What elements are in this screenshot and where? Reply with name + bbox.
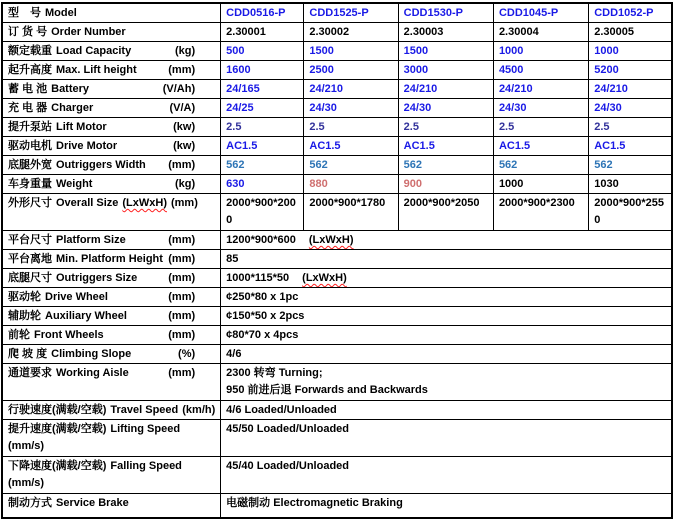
label-zh: 额定载重 [8, 45, 52, 57]
label-zh: 驱动轮 [8, 291, 41, 303]
row-label-line [8, 5, 216, 22]
label-en: Order Number [51, 26, 126, 38]
value-overall-size-4: 2000*900*2300 [493, 194, 588, 231]
row-unit: (mm) [168, 253, 196, 265]
row-unit: (kw) [173, 140, 196, 152]
label-en: Auxiliary Wheel [45, 310, 127, 322]
table-row-climbing-slope [2, 345, 672, 364]
label-en: Front Wheels [34, 329, 104, 341]
value-weight-3: 900 [398, 175, 493, 194]
label-zh: 车身重量 [8, 178, 52, 190]
row-label-lift-motor [2, 118, 221, 137]
label-zh: 爬 坡 度 [8, 348, 48, 360]
row-unit: (mm) [168, 234, 196, 246]
value-part: 45/40 Loaded/Unloaded [226, 460, 350, 472]
table-row-load-capacity [2, 42, 672, 61]
label-zh: 外形尺寸 [8, 197, 52, 209]
value-battery-5: 24/210 [589, 80, 672, 99]
row-unit: (mm/s) [8, 440, 45, 452]
value-order-number-3: 2.30003 [398, 23, 493, 42]
row-label-drive-wheel [2, 288, 221, 307]
row-label-outriggers-size [2, 269, 221, 288]
row-label-working-aisle [2, 364, 221, 401]
row-unit: (mm) [168, 329, 196, 341]
value-part: (LxWxH) [302, 272, 347, 284]
value-order-number-1: 2.30001 [221, 23, 304, 42]
value-part: ¢250*80 x 1pc [226, 291, 299, 303]
label-zh: 底腿尺寸 [8, 272, 52, 284]
value-part: 1000*115*50 [226, 272, 290, 284]
table-row-overall-size [2, 194, 672, 231]
label-lxwxh: (LxWxH) [122, 197, 167, 209]
value-load-capacity-3: 1500 [398, 42, 493, 61]
label-en: Min. Platform Height [56, 253, 163, 265]
row-label-load-capacity [2, 42, 221, 61]
table-row-charger [2, 99, 672, 118]
label-en: Lift Motor [56, 121, 107, 133]
value-drive-motor-2: AC1.5 [304, 137, 398, 156]
row-label-line [8, 119, 216, 136]
label-en: Overall Size [56, 197, 119, 209]
row-label-min-platform-height [2, 250, 221, 269]
label-zh: 下降速度(满载/空载) [8, 460, 107, 472]
value-charger-2: 24/30 [304, 99, 398, 118]
table-row-drive-wheel [2, 288, 672, 307]
table-row-outriggers-width [2, 156, 672, 175]
value-weight-2: 880 [304, 175, 398, 194]
label-zh: 前轮 [8, 329, 30, 341]
value-drive-motor-3: AC1.5 [398, 137, 493, 156]
row-label-line [8, 232, 216, 249]
row-label-line [8, 458, 216, 475]
table-row-platform-size [2, 231, 672, 250]
value-order-number-4: 2.30004 [493, 23, 588, 42]
label-en: Max. Lift height [56, 64, 137, 76]
value-part: 45/50 Loaded/Unloaded [226, 423, 350, 435]
label-en: Climbing Slope [51, 348, 132, 360]
row-label-line [8, 81, 216, 98]
value-order-number-2: 2.30002 [304, 23, 398, 42]
value-part: ¢80*70 x 4pcs [226, 329, 299, 341]
value-lifting-speed [221, 420, 672, 457]
value-model-3: CDD1530-P [398, 3, 493, 23]
row-label-line2 [8, 438, 216, 455]
row-label-order-number [2, 23, 221, 42]
row-unit: (kg) [174, 178, 196, 190]
value-load-capacity-5: 1000 [589, 42, 672, 61]
table-row-auxiliary-wheel [2, 307, 672, 326]
row-label-line [8, 289, 216, 306]
value-max-lift-height-5: 5200 [589, 61, 672, 80]
value-outriggers-width-2: 562 [304, 156, 398, 175]
row-label-charger [2, 99, 221, 118]
row-label-weight [2, 175, 221, 194]
table-row-travel-speed [2, 401, 672, 420]
value-travel-speed [221, 401, 672, 420]
value-outriggers-width-5: 562 [589, 156, 672, 175]
row-unit: (mm) [168, 291, 196, 303]
value-model-1: CDD0516-P [221, 3, 304, 23]
value-lift-motor-1: 2.5 [221, 118, 304, 137]
spec-table-body [2, 3, 672, 518]
row-label-line [8, 43, 216, 60]
row-label-line [8, 270, 216, 287]
value-model-5: CDD1052-P [589, 3, 672, 23]
row-label-battery [2, 80, 221, 99]
value-outriggers-width-4: 562 [493, 156, 588, 175]
label-zh: 行驶速度(满载/空载) [8, 404, 107, 416]
label-zh: 驱动电机 [8, 140, 52, 152]
row-label-line [8, 251, 216, 268]
row-label-falling-speed [2, 457, 221, 494]
row-label-line [8, 421, 216, 438]
row-label-line [8, 62, 216, 79]
row-unit: (kw) [173, 121, 196, 133]
label-zh: 型 号 [8, 7, 41, 19]
value-max-lift-height-3: 3000 [398, 61, 493, 80]
row-label-line [8, 138, 216, 155]
row-label-line [8, 365, 216, 382]
value-load-capacity-2: 1500 [304, 42, 398, 61]
table-row-lift-motor [2, 118, 672, 137]
value-overall-size-2: 2000*900*1780 [304, 194, 398, 231]
label-en: Weight [56, 178, 93, 190]
table-row-lifting-speed [2, 420, 672, 457]
value-service-brake [221, 494, 672, 518]
value-charger-5: 24/30 [589, 99, 672, 118]
value-battery-1: 24/165 [221, 80, 304, 99]
row-label-line [8, 176, 216, 193]
value-load-capacity-4: 1000 [493, 42, 588, 61]
value-load-capacity-1: 500 [221, 42, 304, 61]
value-outriggers-size [221, 269, 672, 288]
label-zh: 起升高度 [8, 64, 52, 76]
value-min-platform-height [221, 250, 672, 269]
label-zh: 辅助轮 [8, 310, 41, 322]
row-label-overall-size [2, 194, 221, 231]
label-en: Working Aisle [56, 367, 129, 379]
row-label-line [8, 157, 216, 174]
value-part: 电磁制动 Electromagnetic Braking [226, 497, 403, 509]
value-model-4: CDD1045-P [493, 3, 588, 23]
value-weight-4: 1000 [493, 175, 588, 194]
value-part: 4/6 Loaded/Unloaded [226, 404, 337, 416]
value-drive-motor-5: AC1.5 [589, 137, 672, 156]
table-row-drive-motor [2, 137, 672, 156]
label-zh: 底腿外宽 [8, 159, 52, 171]
value-part: 4/6 [226, 348, 242, 360]
label-en: Outriggers Size [56, 272, 138, 284]
value-part: 85 [226, 253, 239, 265]
row-label-auxiliary-wheel [2, 307, 221, 326]
value-outriggers-width-1: 562 [221, 156, 304, 175]
table-row-model [2, 3, 672, 23]
value-overall-size-3: 2000*900*2050 [398, 194, 493, 231]
row-label-drive-motor [2, 137, 221, 156]
value-part: (LxWxH) [308, 234, 354, 246]
value-part: 1200*900*600 [226, 234, 296, 246]
table-row-outriggers-size [2, 269, 672, 288]
row-label-lifting-speed [2, 420, 221, 457]
row-label-line [8, 346, 216, 363]
row-unit: (km/h) [182, 404, 216, 416]
row-label-outriggers-width [2, 156, 221, 175]
row-label-line [8, 402, 216, 419]
row-label-line [8, 308, 216, 325]
value-lift-motor-3: 2.5 [398, 118, 493, 137]
table-row-service-brake [2, 494, 672, 518]
row-label-line [8, 495, 216, 512]
label-zh: 提升速度(满载/空载) [8, 423, 107, 435]
value-auxiliary-wheel [221, 307, 672, 326]
label-en: Outriggers Width [56, 159, 146, 171]
label-en: Falling Speed [110, 460, 182, 472]
value-drive-wheel [221, 288, 672, 307]
row-unit: (kg) [174, 45, 196, 57]
value-working-aisle [221, 364, 672, 401]
value-falling-speed [221, 457, 672, 494]
row-unit: (mm) [168, 159, 196, 171]
label-zh: 平台尺寸 [8, 234, 52, 246]
label-zh: 通道要求 [8, 367, 52, 379]
value-climbing-slope [221, 345, 672, 364]
row-label-service-brake [2, 494, 221, 518]
value-part: 2300 转弯 Turning; [226, 367, 323, 379]
row-unit: (V/A) [169, 102, 196, 114]
row-label-line [8, 327, 216, 344]
row-label-line [8, 24, 216, 41]
table-row-falling-speed [2, 457, 672, 494]
value-drive-motor-1: AC1.5 [221, 137, 304, 156]
row-label-travel-speed [2, 401, 221, 420]
value-overall-size-1: 2000*900*2000 [221, 194, 304, 231]
label-en: Drive Motor [56, 140, 118, 152]
value-max-lift-height-2: 2500 [304, 61, 398, 80]
value-outriggers-width-3: 562 [398, 156, 493, 175]
label-en: Service Brake [56, 497, 129, 509]
value-platform-size [221, 231, 672, 250]
label-en: Model [45, 7, 77, 19]
value-max-lift-height-1: 1600 [221, 61, 304, 80]
row-label-model [2, 3, 221, 23]
row-unit: (mm) [168, 272, 196, 284]
row-unit: (mm/s) [8, 477, 45, 489]
label-zh: 制动方式 [8, 497, 52, 509]
value-lift-motor-5: 2.5 [589, 118, 672, 137]
label-en: Charger [51, 102, 94, 114]
value-model-2: CDD1525-P [304, 3, 398, 23]
table-row-order-number [2, 23, 672, 42]
value-weight-5: 1030 [589, 175, 672, 194]
row-unit: (%) [178, 348, 196, 360]
table-row-battery [2, 80, 672, 99]
value-order-number-5: 2.30005 [589, 23, 672, 42]
label-zh: 平台离地 [8, 253, 52, 265]
label-en: Lifting Speed [110, 423, 181, 435]
value-charger-1: 24/25 [221, 99, 304, 118]
value-overall-size-5: 2000*900*2550 [589, 194, 672, 231]
value-part: 950 前进后退 Forwards and Backwards [226, 384, 428, 396]
label-zh: 蓄 电 池 [8, 83, 48, 95]
row-label-climbing-slope [2, 345, 221, 364]
label-en: Travel Speed [110, 404, 179, 416]
row-label-front-wheels [2, 326, 221, 345]
row-unit: (mm) [170, 197, 198, 209]
value-drive-motor-4: AC1.5 [493, 137, 588, 156]
value-max-lift-height-4: 4500 [493, 61, 588, 80]
label-en: Drive Wheel [45, 291, 108, 303]
value-charger-3: 24/30 [398, 99, 493, 118]
row-unit: (mm) [168, 367, 196, 379]
spec-table [1, 2, 673, 519]
label-en: Platform Size [56, 234, 126, 246]
row-label-platform-size [2, 231, 221, 250]
table-row-working-aisle [2, 364, 672, 401]
value-weight-1: 630 [221, 175, 304, 194]
value-battery-4: 24/210 [493, 80, 588, 99]
value-front-wheels [221, 326, 672, 345]
value-lift-motor-2: 2.5 [304, 118, 398, 137]
value-lift-motor-4: 2.5 [493, 118, 588, 137]
row-unit: (V/Ah) [162, 83, 196, 95]
row-label-max-lift-height [2, 61, 221, 80]
table-row-weight [2, 175, 672, 194]
row-unit: (mm) [168, 64, 196, 76]
row-label-line2 [8, 475, 216, 492]
label-en: Load Capacity [56, 45, 132, 57]
table-row-min-platform-height [2, 250, 672, 269]
label-zh: 提升泵站 [8, 121, 52, 133]
value-battery-3: 24/210 [398, 80, 493, 99]
value-charger-4: 24/30 [493, 99, 588, 118]
row-label-line [8, 100, 216, 117]
table-row-max-lift-height [2, 61, 672, 80]
label-zh: 订 货 号 [8, 26, 48, 38]
table-row-front-wheels [2, 326, 672, 345]
value-battery-2: 24/210 [304, 80, 398, 99]
label-zh: 充 电 器 [8, 102, 48, 114]
value-part: ¢150*50 x 2pcs [226, 310, 305, 322]
label-en: Battery [51, 83, 90, 95]
row-unit: (mm) [168, 310, 196, 322]
row-label-line [8, 195, 216, 212]
